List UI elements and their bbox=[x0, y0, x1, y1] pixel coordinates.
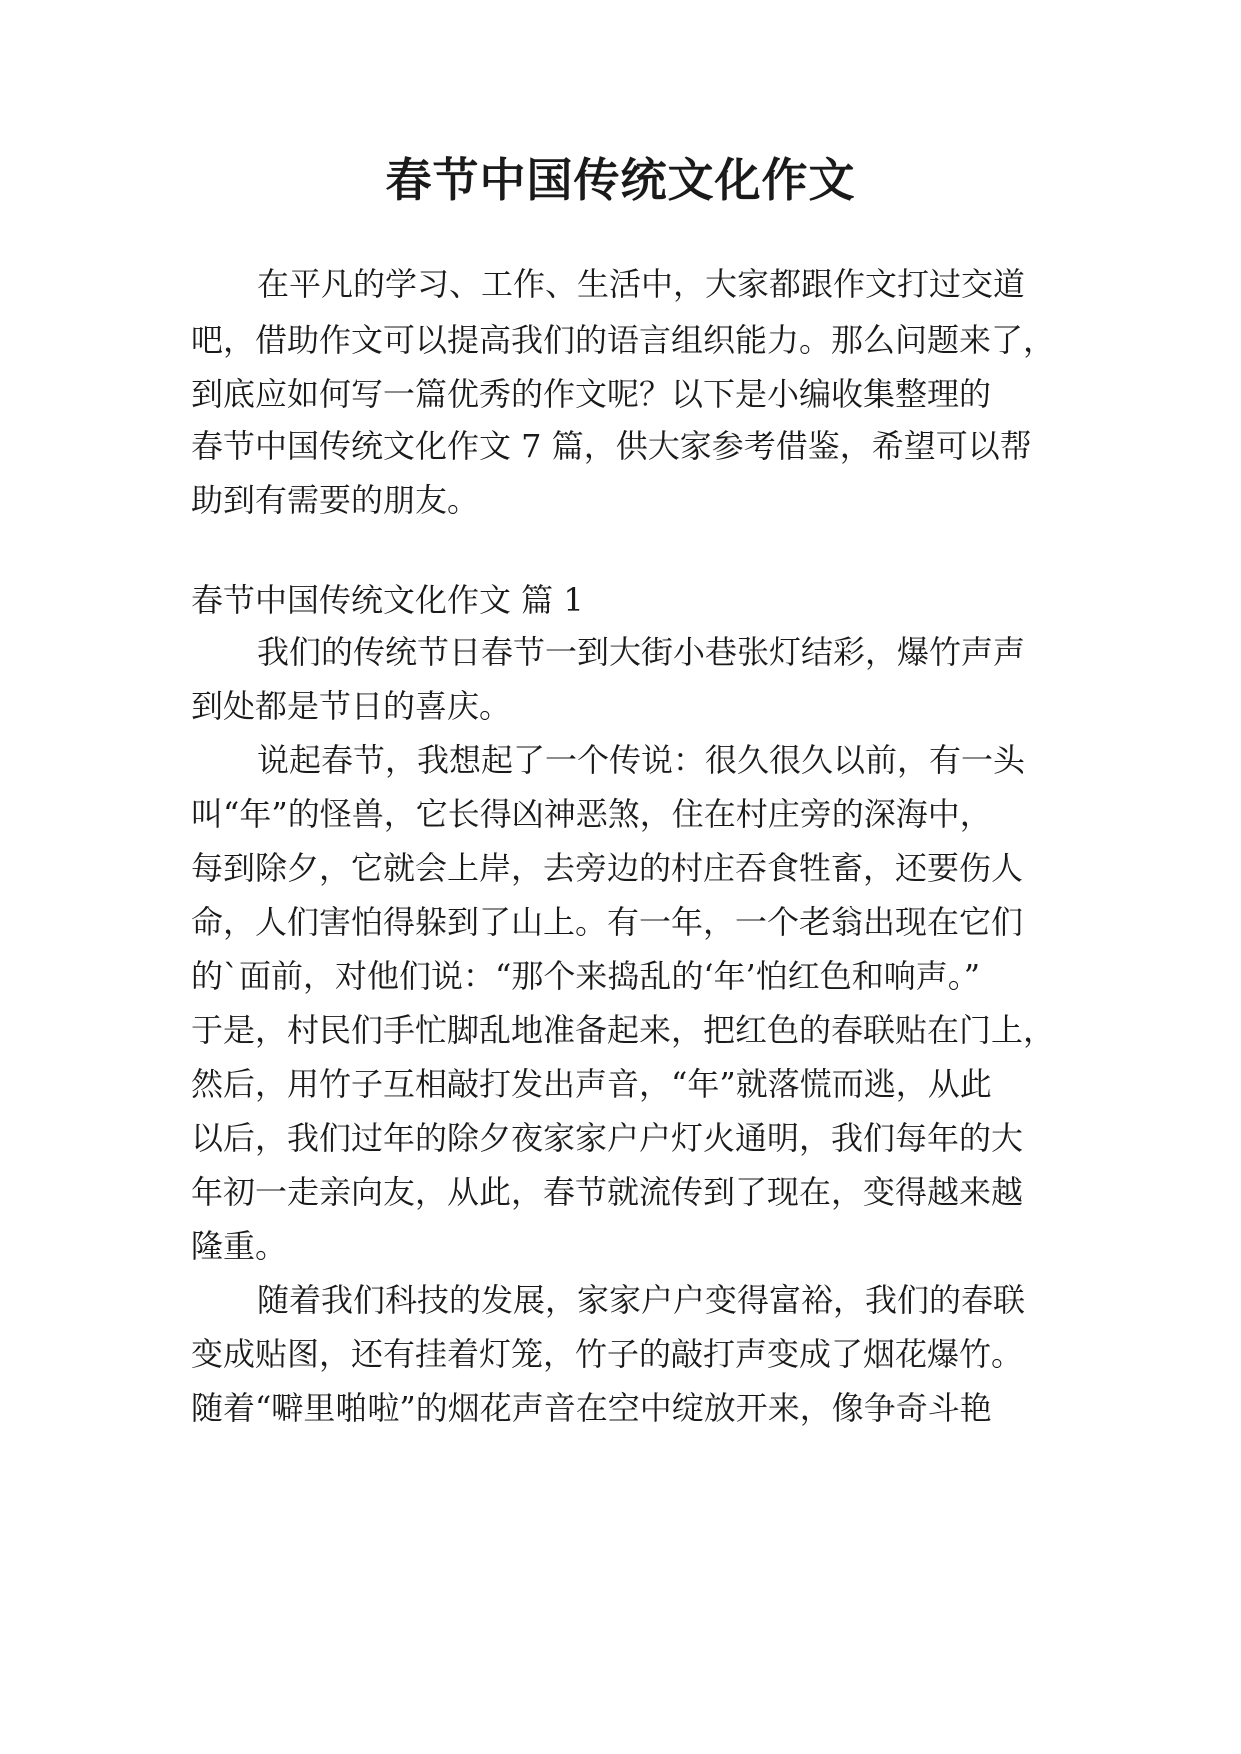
paragraph-line: 命，人们害怕得躲到了山上。有一年，一个老翁出现在它们 bbox=[191, 903, 1024, 941]
paragraph-line: 说起春节，我想起了一个传说：很久很久以前，有一头 bbox=[257, 741, 1026, 779]
paragraph-line: 每到除夕，它就会上岸，去旁边的村庄吞食牲畜，还要伤人 bbox=[191, 849, 1024, 887]
paragraph-line: 以后，我们过年的除夕夜家家户户灯火通明，我们每年的大 bbox=[191, 1119, 1024, 1157]
paragraph-line: 于是，村民们手忙脚乱地准备起来，把红色的春联贴在门上， bbox=[191, 1011, 1056, 1049]
intro-line: 吧，借助作文可以提高我们的语言组织能力。那么问题来了， bbox=[191, 321, 1056, 359]
document-title: 春节中国传统文化作文 bbox=[385, 153, 856, 207]
section-heading: 春节中国传统文化作文 篇 1 bbox=[191, 581, 584, 619]
paragraph-line: 变成贴图，还有挂着灯笼，竹子的敲打声变成了烟花爆竹。 bbox=[191, 1335, 1024, 1373]
intro-line: 在平凡的学习、工作、生活中，大家都跟作文打过交道 bbox=[257, 265, 1026, 303]
intro-line: 到底应如何写一篇优秀的作文呢？以下是小编收集整理的 bbox=[191, 375, 992, 413]
paragraph-line: 的`面前，对他们说：“那个来捣乱的‘年’怕红色和响声。” bbox=[191, 957, 981, 995]
paragraph-line: 年初一走亲向友，从此，春节就流传到了现在，变得越来越 bbox=[191, 1173, 1024, 1211]
paragraph-line: 随着“噼里啪啦”的烟花声音在空中绽放开来，像争奇斗艳 bbox=[191, 1389, 992, 1427]
paragraph-line: 随着我们科技的发展，家家户户变得富裕，我们的春联 bbox=[257, 1281, 1026, 1319]
intro-line: 春节中国传统文化作文 7 篇，供大家参考借鉴，希望可以帮 bbox=[191, 427, 1032, 465]
intro-line: 助到有需要的朋友。 bbox=[191, 481, 480, 519]
paragraph-line: 隆重。 bbox=[191, 1227, 288, 1265]
paragraph-line: 到处都是节日的喜庆。 bbox=[191, 687, 512, 725]
paragraph-line: 我们的传统节日春节一到大街小巷张灯结彩，爆竹声声 bbox=[257, 633, 1026, 671]
paragraph-line: 叫“年”的怪兽，它长得凶神恶煞，住在村庄旁的深海中， bbox=[191, 795, 992, 833]
paragraph-line: 然后，用竹子互相敲打发出声音，“年”就落慌而逃，从此 bbox=[191, 1065, 992, 1103]
